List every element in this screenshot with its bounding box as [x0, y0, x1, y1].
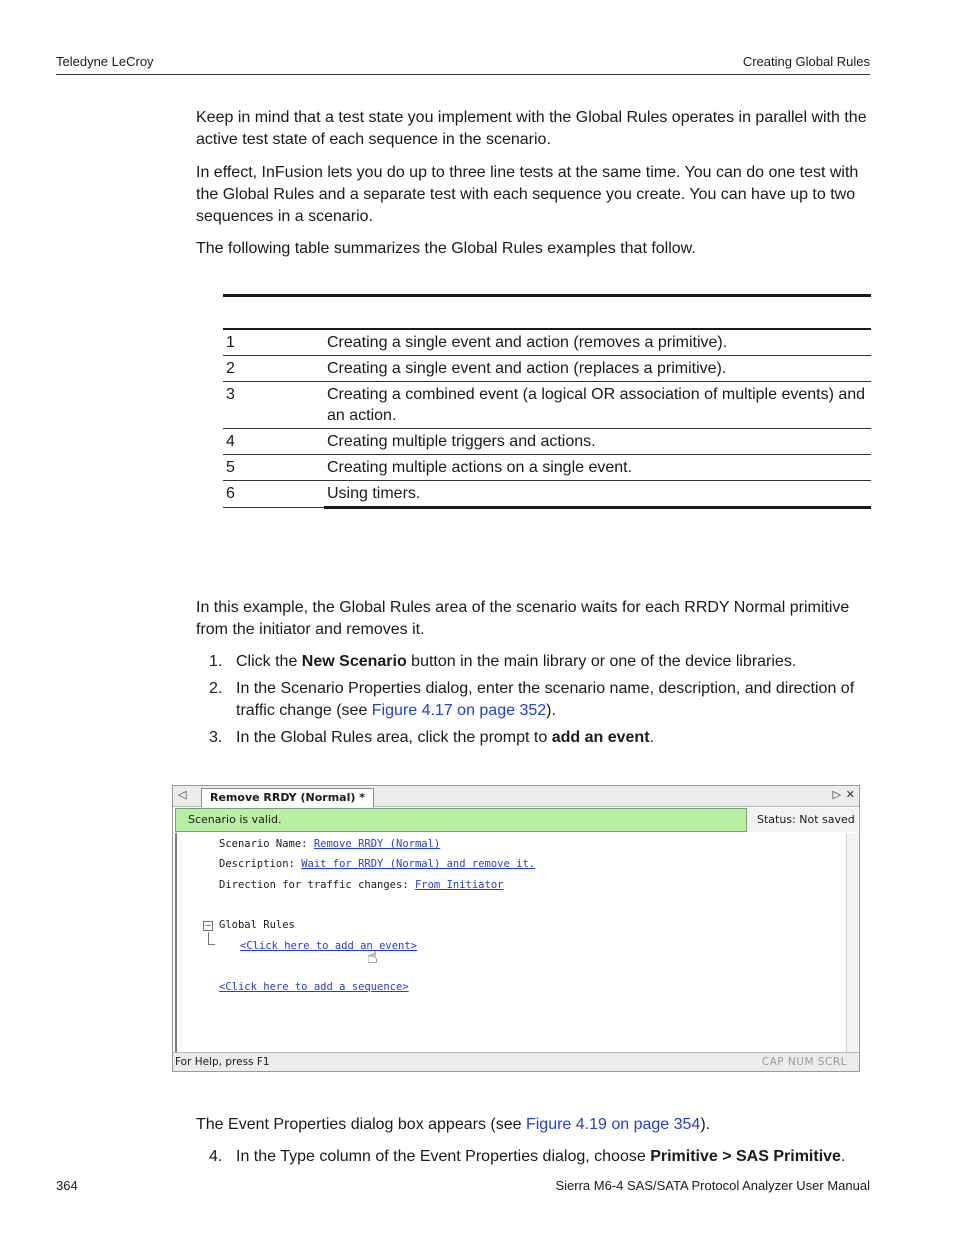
hand-cursor-icon: ☝	[367, 947, 378, 968]
step-3: 3. In the Global Rules area, click the prompt to add an event.	[209, 729, 654, 746]
scenario-editor	[175, 833, 858, 1052]
step-4: 4. In the Type column of the Event Properties dialog, choose Primitive > SAS Primitive.	[209, 1148, 846, 1165]
step-1: 1. Click the New Scenario button in the main library or one of the device libraries.	[209, 653, 797, 670]
example-para: In this example, the Global Rules area of the scenario waits for each RRDY Normal primitive from the initiator and removes it.	[196, 599, 850, 638]
intro-para-3: The following table summarizes the Global Rules examples that follow.	[196, 240, 696, 257]
header-right: Creating Global Rules	[742, 54, 870, 69]
collapse-icon[interactable]: −	[204, 921, 212, 930]
tab-bar	[173, 786, 859, 807]
scroll-right-icon[interactable]: ▷	[832, 788, 841, 801]
direction-link[interactable]: From Initiator	[414, 879, 504, 891]
footer-title: Sierra M6-4 SAS/SATA Protocol Analyzer User Manual	[555, 1178, 870, 1193]
intro-para-2: In effect, InFusion lets you do up to three line tests at the same time. You can do one test with the Global Rules and a separate test with each sequence you create. You can have up to two sequences in a scenario.	[196, 164, 859, 225]
close-icon[interactable]: ✕	[845, 788, 855, 801]
table-row: 3 Creating a combined event (a logical OR association of multiple events) and an action.	[223, 382, 871, 429]
steps-list	[196, 651, 876, 754]
vertical-scrollbar[interactable]	[846, 833, 859, 1052]
header-rule	[56, 74, 870, 75]
key-indicators: CAP NUM SCRL	[761, 1056, 847, 1068]
after-para: The Event Properties dialog box appears (see Figure 4.19 on page 354).	[196, 1116, 711, 1133]
window-statusbar	[173, 1052, 859, 1071]
table-row: 1 Creating a single event and action (removes a primitive).	[223, 330, 871, 356]
scenario-window-screenshot	[172, 785, 860, 1072]
description-line: Description: Wait for RRDY (Normal) and remove it.	[219, 858, 536, 870]
header-left: Teledyne LeCroy	[56, 54, 154, 69]
figure-link-2[interactable]: Figure 4.19 on page 354	[525, 1116, 701, 1133]
direction-line: Direction for traffic changes: From Initiator	[219, 879, 504, 891]
table-row: 6 Using timers.	[223, 481, 871, 508]
validation-bar	[175, 808, 857, 832]
add-event-link[interactable]: <Click here to add an event>	[240, 940, 418, 952]
table-row: 2 Creating a single event and action (replaces a primitive).	[223, 356, 871, 382]
add-sequence-link[interactable]: <Click here to add a sequence>	[219, 981, 409, 993]
validation-message: Scenario is valid.	[188, 813, 282, 826]
scenario-name-link[interactable]: Remove RRDY (Normal)	[313, 838, 441, 850]
intro-para-1: Keep in mind that a test state you implement with the Global Rules operates in parallel with the active test state of each sequence in the scenario.	[196, 109, 867, 148]
figure-link[interactable]: Figure 4.17 on page 352	[371, 702, 547, 719]
page-number: 364	[56, 1178, 78, 1193]
global-rules-label: Global Rules	[219, 919, 295, 931]
scenario-name-line: Scenario Name: Remove RRDY (Normal)	[219, 838, 441, 850]
help-hint: For Help, press F1	[175, 1056, 270, 1068]
table-row: 5 Creating multiple actions on a single event.	[223, 455, 871, 481]
description-link[interactable]: Wait for RRDY (Normal) and remove it.	[301, 858, 536, 870]
step-2: 2. In the Scenario Properties dialog, enter the scenario name, description, and direction of traffic change (see Figure 4.17 on page 352).	[209, 680, 855, 719]
tree-connector	[208, 932, 215, 945]
tab-scenario[interactable]: Remove RRDY (Normal) *	[201, 788, 374, 807]
table-top-rule	[223, 294, 871, 297]
examples-table	[223, 330, 871, 509]
save-status: Status: Not saved	[746, 808, 858, 832]
table-row: 4 Creating multiple triggers and actions.	[223, 429, 871, 455]
scroll-left-icon[interactable]: ◁	[178, 788, 187, 801]
